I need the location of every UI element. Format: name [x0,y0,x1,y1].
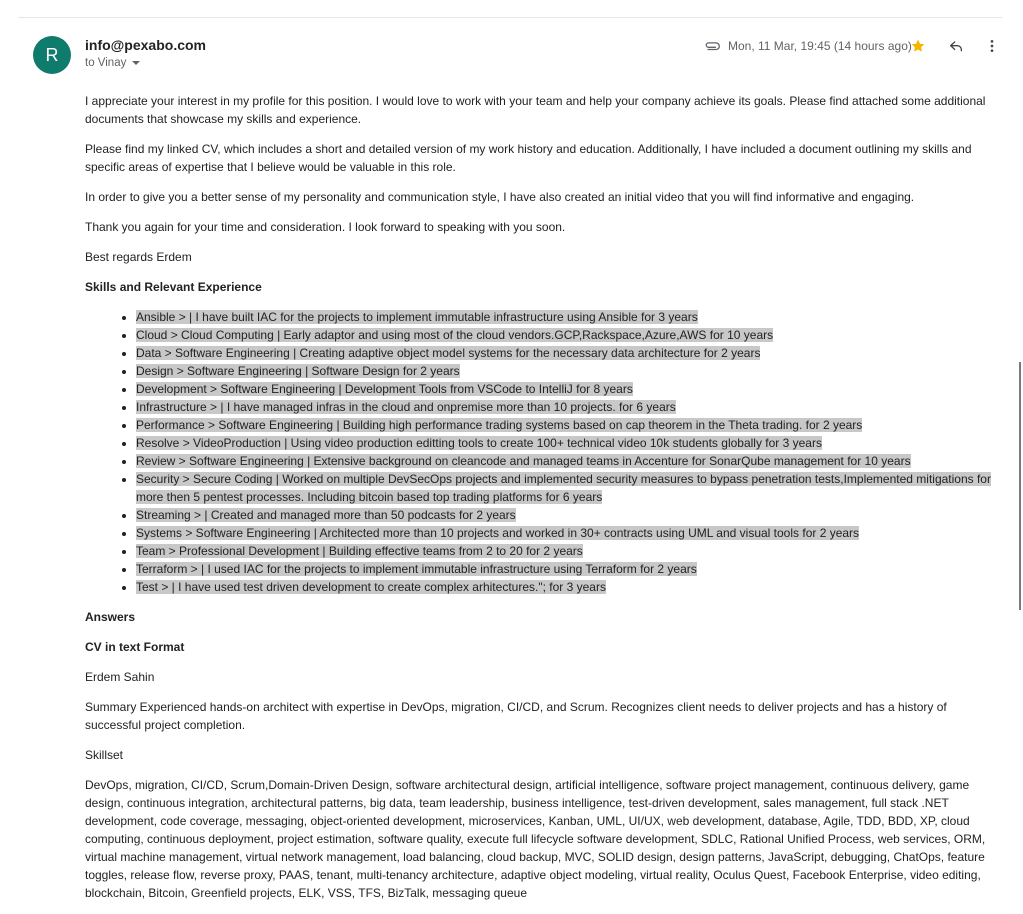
summary: Summary Experienced hands-on architect with expertise in DevOps, migration, CI/CD, and Scrum. Recognizes client needs to deliver projects and has a history of successful project completion. [85,700,947,732]
skill-text: Performance > Software Engineering | Building high performance trading systems based on cap theorem in the Theta trading. for 2 years [136,418,863,432]
list-item [136,542,1005,560]
skill-text: Development > Software Engineering | Development Tools from VSCode to IntelliJ for 8 years [136,382,633,396]
skill-text: Streaming > | Created and managed more than 50 podcasts for 2 years [136,508,516,522]
message-body [85,92,1005,914]
skillset-label: Skillset [85,748,124,762]
list-item [136,308,1005,326]
cv-heading: CV in text Format [85,640,185,654]
skill-text: Systems > Software Engineering | Architected more than 10 projects and worked in 30+ contracts using UML and visual tools for 2 years [136,526,860,540]
answers-heading: Answers [85,610,136,624]
chevron-down-icon [132,61,140,65]
list-item [136,344,1005,362]
star-icon[interactable] [908,36,928,56]
scrollbar-thumb[interactable] [1019,362,1021,610]
list-item [136,416,1005,434]
message-meta [704,36,912,56]
paragraph: Thank you again for your time and consideration. I look forward to speaking with you soon. [85,220,566,234]
candidate-name: Erdem Sahin [85,670,155,684]
skills-heading: Skills and Relevant Experience [85,280,262,294]
list-item [136,452,1005,470]
list-item [136,326,1005,344]
header-divider [18,17,1002,18]
list-item [136,398,1005,416]
list-item [136,506,1005,524]
signoff: Best regards Erdem [85,250,192,264]
attachment-icon [704,41,720,51]
list-item [136,434,1005,452]
list-item [136,380,1005,398]
message-date: Mon, 11 Mar, 19:45 (14 hours ago) [728,39,912,53]
list-item [136,560,1005,578]
skill-text: Infrastructure > | I have managed infras in the cloud and onpremise more than 10 projects. for 6 years [136,400,676,414]
skill-text: Review > Software Engineering | Extensive background on cleancode and managed teams in Accenture for SonarQube management for 10 years [136,454,911,468]
sender-address[interactable]: info@pexabo.com [85,37,206,53]
list-item [136,578,1005,596]
skill-text: Design > Software Engineering | Software Design for 2 years [136,364,460,378]
recipient-dropdown[interactable] [85,57,140,69]
more-vert-icon[interactable] [982,36,1002,56]
skill-text: Team > Professional Development | Building effective teams from 2 to 20 for 2 years [136,544,583,558]
paragraph: Please find my linked CV, which includes a short and detailed version of my work history and education. Additionally, I have included a document outlining my skills and specific areas of expertise that I believe would be valuable in this role. [85,142,972,174]
list-item [136,362,1005,380]
skill-text: Terraform > | I used IAC for the projects to implement immutable infrastructure using Terraform for 2 years [136,562,697,576]
recipient-label: to Vinay [85,57,127,69]
avatar[interactable]: R [33,36,71,74]
paragraph: In order to give you a better sense of my personality and communication style, I have also created an initial video that you will find informative and engaging. [85,190,915,204]
skills-list [85,308,1005,596]
paragraph: I appreciate your interest in my profile for this position. I would love to work with your team and help your company achieve its goals. Please find attached some additional documents that showcase my skills and experience. [85,94,986,126]
skill-text: Resolve > VideoProduction | Using video production editting tools to create 100+ technical video 10k students globally for 3 years [136,436,822,450]
skill-text: Test > | I have used test driven development to create complex arhitectures."; for 3 years [136,580,606,594]
skill-text: Data > Software Engineering | Creating adaptive object model systems for the necessary data architecture for 2 years [136,346,761,360]
skill-text: Ansible > | I have built IAC for the projects to implement immutable infrastructure using Ansible for 3 years [136,310,698,324]
list-item [136,524,1005,542]
list-item [136,470,1005,506]
skill-text: Cloud > Cloud Computing | Early adaptor and using most of the cloud vendors.GCP,Rackspace,Azure,AWS for 10 years [136,328,774,342]
skillset-text: DevOps, migration, CI/CD, Scrum,Domain-Driven Design, software architectural design, artificial intelligence, software project management, continuous delivery, game design, continuous integration, architectural patterns, big data, team leadership, business intelligence, test-driven development, sales management, full stack .NET development, code coverage, messaging, object-oriented development, microservices, Kanban, UML, UI/UX, web development, database, Agile, TDD, BDD, XP, cloud computing, continuous deployment, project estimation, software quality, execute full lifecycle software development, SDLC, Rational Unified Process, web services, ORM, virtual machine management, virtual network management, load balancing, cloud backup, MVC, SOLID design, design patterns, JavaScript, debugging, ChatOps, feature toggles, release flow, reverse proxy, PAAS, tenant, multi-tenancy architecture, adaptive object modeling, virtual reality, Oculus Quest, Facebook Enterprise, video editing, blockchain, Bitcoin, Greenfield projects, ELK, VSS, TFS, BizTalk, messaging queue [85,778,986,900]
skill-text: Security > Secure Coding | Worked on multiple DevSecOps projects and implemented security measures to bypass penetration tests,Implemented mitigations for more then 5 pentest processes. Including bitcoin based top trading platforms for 6 years [136,472,991,504]
reply-icon[interactable] [946,36,966,56]
